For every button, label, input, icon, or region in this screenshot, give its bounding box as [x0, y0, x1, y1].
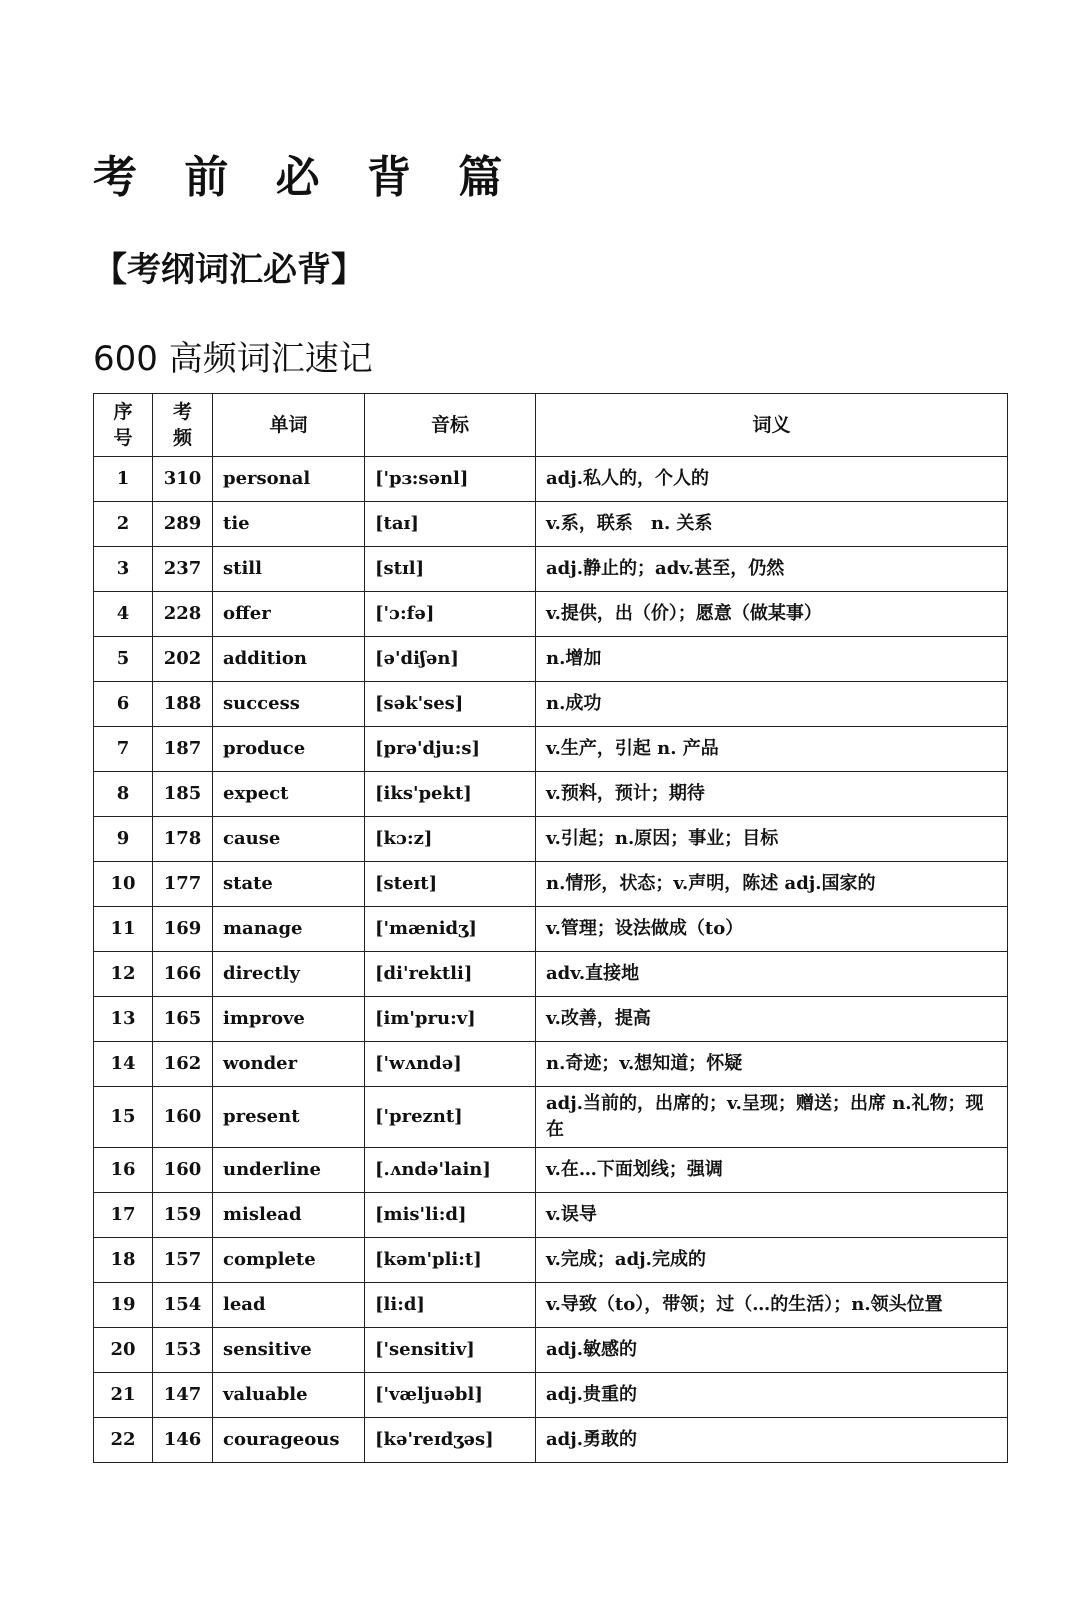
row-meaning: v.预料，预计；期待: [536, 772, 1008, 817]
header-frequency: [153, 394, 213, 457]
row-phonetic: [iks'pekt]: [365, 772, 536, 817]
header-index-line2: 号: [113, 427, 133, 449]
row-frequency: 289: [153, 502, 213, 547]
row-number: 5: [94, 637, 153, 682]
table-row: [94, 502, 1008, 547]
row-frequency: 185: [153, 772, 213, 817]
header-phonetic: 音标: [365, 394, 536, 457]
row-meaning: v.改善，提高: [536, 997, 1008, 1042]
header-frequency-line2: 频: [172, 427, 192, 449]
row-frequency: 202: [153, 637, 213, 682]
row-number: 21: [94, 1373, 153, 1418]
row-word: state: [213, 862, 365, 907]
row-number: 7: [94, 727, 153, 772]
row-word: mislead: [213, 1193, 365, 1238]
table-body: [94, 457, 1008, 1463]
row-frequency: 153: [153, 1328, 213, 1373]
row-meaning: adj.敏感的: [536, 1328, 1008, 1373]
table-row: [94, 637, 1008, 682]
table-row: [94, 592, 1008, 637]
table-row: [94, 1283, 1008, 1328]
table-row: [94, 457, 1008, 502]
row-word: manage: [213, 907, 365, 952]
row-number: 22: [94, 1418, 153, 1463]
row-meaning: adj.当前的，出席的；v.呈现；赠送；出席 n.礼物；现在: [536, 1087, 1008, 1148]
row-frequency: 237: [153, 547, 213, 592]
row-meaning: adj.贵重的: [536, 1373, 1008, 1418]
row-phonetic: ['wʌndə]: [365, 1042, 536, 1087]
row-phonetic: [.ʌndə'lain]: [365, 1148, 536, 1193]
row-meaning: n.奇迹；v.想知道；怀疑: [536, 1042, 1008, 1087]
row-word: courageous: [213, 1418, 365, 1463]
row-number: 6: [94, 682, 153, 727]
row-frequency: 159: [153, 1193, 213, 1238]
row-frequency: 160: [153, 1148, 213, 1193]
row-meaning: adv.直接地: [536, 952, 1008, 997]
row-number: 19: [94, 1283, 153, 1328]
row-phonetic: [im'pru:v]: [365, 997, 536, 1042]
row-phonetic: [stɪl]: [365, 547, 536, 592]
row-frequency: 160: [153, 1087, 213, 1148]
table-row: [94, 772, 1008, 817]
row-number: 12: [94, 952, 153, 997]
table-row: [94, 682, 1008, 727]
row-number: 10: [94, 862, 153, 907]
row-number: 14: [94, 1042, 153, 1087]
row-meaning: n.情形，状态；v.声明，陈述 adj.国家的: [536, 862, 1008, 907]
row-word: expect: [213, 772, 365, 817]
table-row: [94, 1418, 1008, 1463]
row-phonetic: [mis'li:d]: [365, 1193, 536, 1238]
table-row: [94, 727, 1008, 772]
row-phonetic: ['væljuəbl]: [365, 1373, 536, 1418]
row-meaning: v.系，联系 n. 关系: [536, 502, 1008, 547]
row-number: 15: [94, 1087, 153, 1148]
row-meaning: v.管理；设法做成（to）: [536, 907, 1008, 952]
row-meaning: adj.静止的；adv.甚至，仍然: [536, 547, 1008, 592]
table-header-row: [94, 394, 1008, 457]
section-heading: 【考纲词汇必背】: [93, 250, 365, 290]
row-meaning: v.在…下面划线；强调: [536, 1148, 1008, 1193]
header-index-line1: 序: [113, 401, 133, 423]
row-phonetic: [sək'ses]: [365, 682, 536, 727]
row-meaning: v.引起；n.原因；事业；目标: [536, 817, 1008, 862]
row-number: 1: [94, 457, 153, 502]
row-phonetic: [kəm'pli:t]: [365, 1238, 536, 1283]
table-subtitle: 600 高频词汇速记: [93, 339, 373, 379]
header-meaning: 词义: [536, 394, 1008, 457]
row-number: 3: [94, 547, 153, 592]
row-number: 17: [94, 1193, 153, 1238]
table-row: [94, 547, 1008, 592]
row-word: complete: [213, 1238, 365, 1283]
row-phonetic: [li:d]: [365, 1283, 536, 1328]
table-row: [94, 1042, 1008, 1087]
row-phonetic: [kə'reɪdʒəs]: [365, 1418, 536, 1463]
table-row: [94, 1148, 1008, 1193]
row-frequency: 166: [153, 952, 213, 997]
header-frequency-line1: 考: [172, 401, 192, 423]
row-number: 11: [94, 907, 153, 952]
table-row: [94, 817, 1008, 862]
header-word: 单词: [213, 394, 365, 457]
row-phonetic: [di'rektli]: [365, 952, 536, 997]
row-meaning: v.提供，出（价）；愿意（做某事）: [536, 592, 1008, 637]
row-phonetic: ['sensitiv]: [365, 1328, 536, 1373]
row-phonetic: [steɪt]: [365, 862, 536, 907]
row-word: underline: [213, 1148, 365, 1193]
row-phonetic: ['ɔ:fə]: [365, 592, 536, 637]
row-word: addition: [213, 637, 365, 682]
row-meaning: n.增加: [536, 637, 1008, 682]
row-word: cause: [213, 817, 365, 862]
row-frequency: 177: [153, 862, 213, 907]
row-frequency: 162: [153, 1042, 213, 1087]
row-meaning: v.误导: [536, 1193, 1008, 1238]
row-word: produce: [213, 727, 365, 772]
row-number: 20: [94, 1328, 153, 1373]
row-frequency: 146: [153, 1418, 213, 1463]
row-frequency: 154: [153, 1283, 213, 1328]
row-frequency: 169: [153, 907, 213, 952]
row-number: 9: [94, 817, 153, 862]
row-frequency: 178: [153, 817, 213, 862]
row-number: 8: [94, 772, 153, 817]
header-index: [94, 394, 153, 457]
row-phonetic: [prə'dju:s]: [365, 727, 536, 772]
row-word: lead: [213, 1283, 365, 1328]
row-number: 18: [94, 1238, 153, 1283]
row-word: valuable: [213, 1373, 365, 1418]
row-word: success: [213, 682, 365, 727]
row-word: sensitive: [213, 1328, 365, 1373]
table-row: [94, 1328, 1008, 1373]
row-meaning: v.导致（to），带领；过（…的生活）；n.领头位置: [536, 1283, 1008, 1328]
table-row: [94, 907, 1008, 952]
row-word: improve: [213, 997, 365, 1042]
row-word: directly: [213, 952, 365, 997]
row-number: 2: [94, 502, 153, 547]
row-meaning: n.成功: [536, 682, 1008, 727]
row-meaning: v.完成；adj.完成的: [536, 1238, 1008, 1283]
row-meaning: v.生产，引起 n. 产品: [536, 727, 1008, 772]
row-word: present: [213, 1087, 365, 1148]
row-frequency: 157: [153, 1238, 213, 1283]
row-frequency: 165: [153, 997, 213, 1042]
row-meaning: adj.勇敢的: [536, 1418, 1008, 1463]
page-title: 考 前 必 背 篇: [93, 152, 519, 203]
table-row: [94, 952, 1008, 997]
row-word: still: [213, 547, 365, 592]
row-word: personal: [213, 457, 365, 502]
table-row: [94, 862, 1008, 907]
table-row: [94, 1087, 1008, 1148]
row-number: 13: [94, 997, 153, 1042]
table-row: [94, 1373, 1008, 1418]
row-phonetic: ['preznt]: [365, 1087, 536, 1148]
row-frequency: 228: [153, 592, 213, 637]
table-row: [94, 1238, 1008, 1283]
row-phonetic: [taɪ]: [365, 502, 536, 547]
row-phonetic: [ə'diʃən]: [365, 637, 536, 682]
row-meaning: adj.私人的，个人的: [536, 457, 1008, 502]
row-frequency: 310: [153, 457, 213, 502]
row-phonetic: [kɔ:z]: [365, 817, 536, 862]
row-number: 4: [94, 592, 153, 637]
row-word: offer: [213, 592, 365, 637]
row-frequency: 188: [153, 682, 213, 727]
row-phonetic: ['mænidʒ]: [365, 907, 536, 952]
row-phonetic: ['pɜ:sənl]: [365, 457, 536, 502]
row-frequency: 147: [153, 1373, 213, 1418]
vocabulary-table: [93, 393, 1008, 1463]
row-number: 16: [94, 1148, 153, 1193]
row-word: tie: [213, 502, 365, 547]
table-row: [94, 997, 1008, 1042]
table-row: [94, 1193, 1008, 1238]
row-word: wonder: [213, 1042, 365, 1087]
row-frequency: 187: [153, 727, 213, 772]
